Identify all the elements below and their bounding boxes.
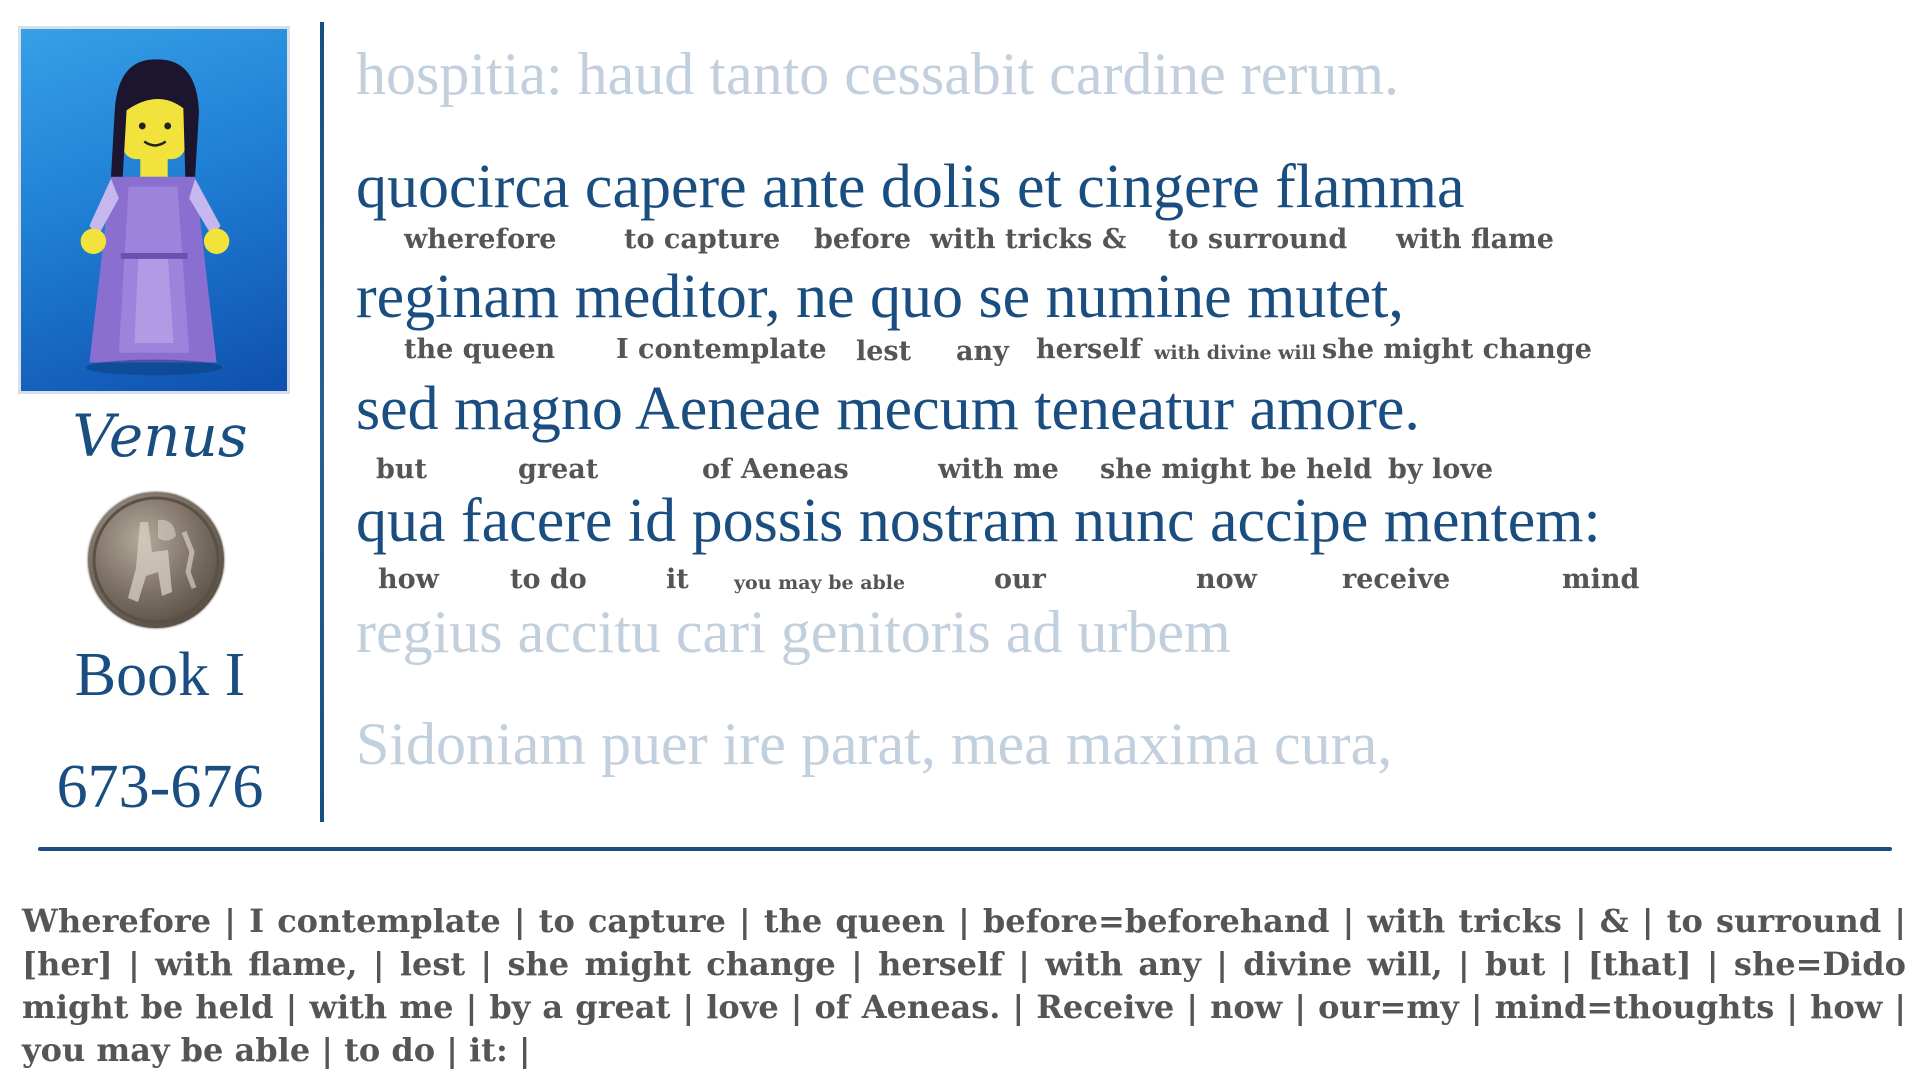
gloss: with flame xyxy=(1396,224,1554,255)
gloss: any xyxy=(956,336,1009,367)
gloss: now xyxy=(1196,564,1257,595)
gloss: the queen xyxy=(404,334,556,365)
gloss: I contemplate xyxy=(616,334,827,365)
gloss: to surround xyxy=(1168,224,1348,255)
gloss: but xyxy=(376,454,427,485)
gloss: & xyxy=(1102,224,1127,255)
gloss: lest xyxy=(856,336,912,367)
gloss: to do xyxy=(510,564,587,595)
verse-line-1: quocirca capere ante dolis et cingere flamma xyxy=(356,153,1465,221)
gloss: you may be able xyxy=(734,572,906,594)
sidebar xyxy=(0,0,320,830)
context-line-after-2: Sidoniam puer ire parat, mea maxima cura, xyxy=(356,711,1393,777)
gloss: to capture xyxy=(624,224,781,255)
context-line-before: hospitia: haud tanto cessabit cardine rerum. xyxy=(356,41,1399,107)
gloss: before xyxy=(814,224,912,255)
vertical-divider xyxy=(320,22,324,822)
verse-line-4: qua facere id possis nostram nunc accipe mentem: xyxy=(356,487,1601,555)
gloss: of Aeneas xyxy=(702,454,849,485)
gloss: our xyxy=(994,564,1046,595)
coin-image xyxy=(88,492,224,628)
gloss: great xyxy=(518,454,599,485)
minifigure-illustration xyxy=(21,29,287,391)
gloss: how xyxy=(378,564,439,595)
coin-relief-icon xyxy=(88,492,224,628)
verse-line-2: reginam meditor, ne quo se numine mutet, xyxy=(356,263,1404,331)
gloss: receive xyxy=(1342,564,1451,595)
gloss: with me xyxy=(938,454,1059,485)
gloss: mind xyxy=(1562,564,1640,595)
gloss: with divine will xyxy=(1154,342,1317,364)
context-line-after-1: regius accitu cari genitoris ad urbem xyxy=(356,599,1231,665)
gloss: she might change xyxy=(1322,334,1592,365)
translation-text: Wherefore | I contemplate | to capture | the queen | before=beforehand | with tricks | & | to surround | [her] | with flame, | lest | she might change | herself | with any | divine will, | but | [that] | she=Dido might be held | with me | by a great | love | of Aeneas. | Receive | now | our=my | mind=thoughts | how | you may be able | to do | it: | xyxy=(22,902,1906,1069)
line-range: 673-676 xyxy=(56,753,264,821)
character-portrait xyxy=(18,26,290,394)
gloss: it xyxy=(666,564,689,595)
gloss: wherefore xyxy=(404,224,557,255)
horizontal-divider xyxy=(38,847,1892,851)
gloss: she might be held xyxy=(1100,454,1373,485)
verse-line-3: sed magno Aeneae mecum teneatur amore. xyxy=(356,375,1420,443)
book-label: Book I xyxy=(74,641,246,709)
gloss: with tricks xyxy=(930,224,1093,255)
gloss: by love xyxy=(1388,454,1494,485)
gloss: herself xyxy=(1036,334,1142,365)
character-name: Venus xyxy=(72,402,248,470)
